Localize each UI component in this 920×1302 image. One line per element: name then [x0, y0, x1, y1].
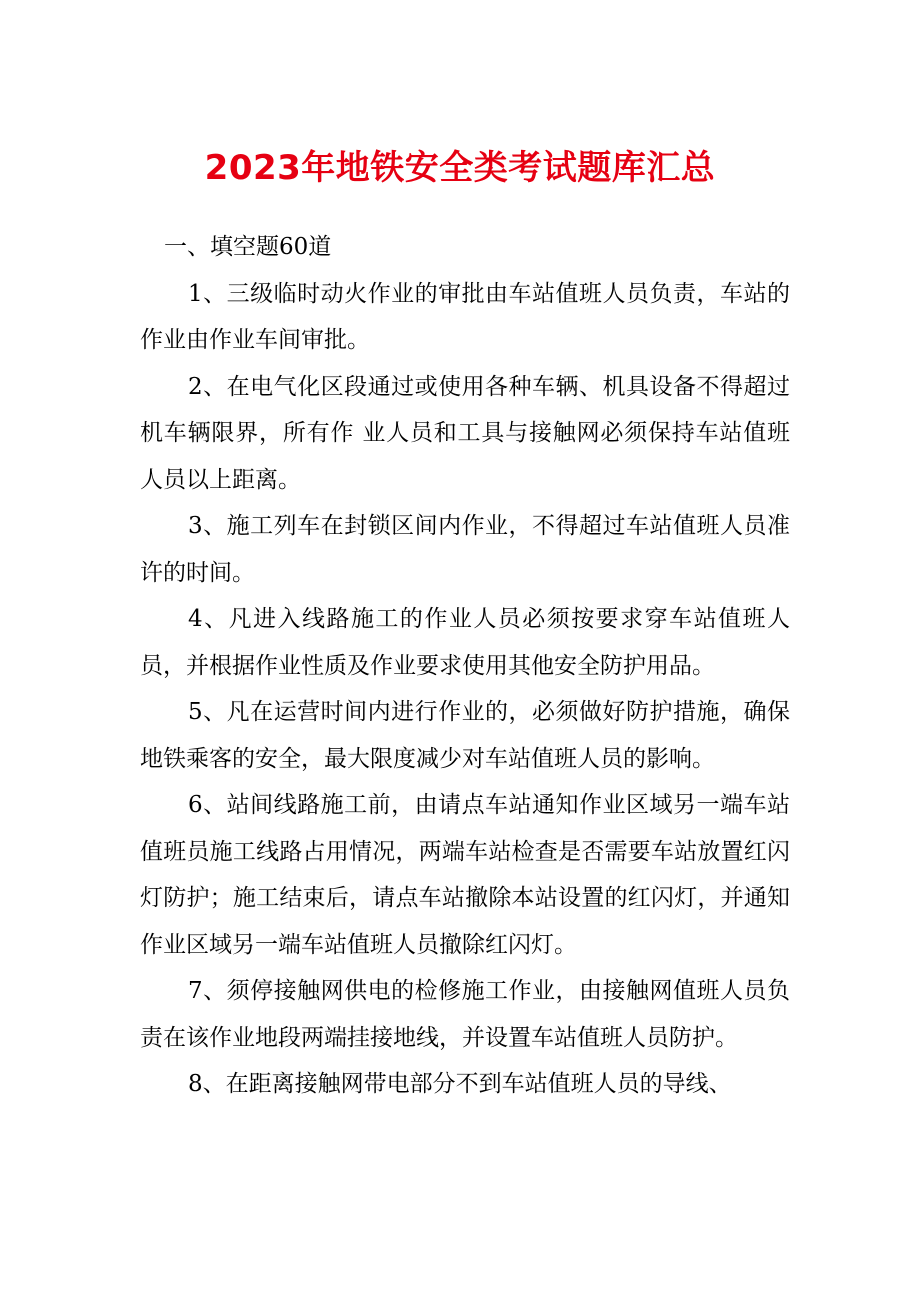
section-heading: 一、填空题60道 — [164, 234, 332, 260]
paragraph-8: 8、在距离接触网带电部分不到车站值班人员的导线、 — [188, 1071, 732, 1097]
paragraph-6: 6、站间线路施工前，由请点车站通知作业区域另一端车站值班员施工线路占用情况，两端车站检查是否需要车站放置红闪灯防护；施工结束后，请点车站撤除本站设置的红闪灯，并通知作业区域另一端车站值班人员撤除红闪灯。 — [140, 792, 790, 958]
paragraph-5: 5、凡在运营时间内进行作业的，必须做好防护措施，确保地铁乘客的安全，最大限度减少对车站值班人员的影响。 — [140, 699, 790, 772]
paragraph-4: 4、凡进入线路施工的作业人员必须按要求穿车站值班人员，并根据作业性质及作业要求使用其他安全防护用品。 — [140, 606, 790, 679]
paragraph-3: 3、施工列车在封锁区间内作业，不得超过车站值班人员准许的时间。 — [140, 513, 790, 586]
paragraph-1: 1、三级临时动火作业的审批由车站值班人员负责，车站的作业由作业车间审批。 — [140, 280, 790, 353]
paragraph-2: 2、在电气化区段通过或使用各种车辆、机具设备不得超过机车辆限界，所有作 业人员和工具与接触网必须保持车站值班人员以上距离。 — [140, 373, 790, 493]
document-title: 2023年地铁安全类考试题库汇总 — [204, 148, 716, 188]
document-body — [140, 224, 790, 1108]
paragraph-7: 7、须停接触网供电的检修施工作业，由接触网值班人员负责在该作业地段两端挂接地线，并设置车站值班人员防护。 — [140, 978, 790, 1051]
